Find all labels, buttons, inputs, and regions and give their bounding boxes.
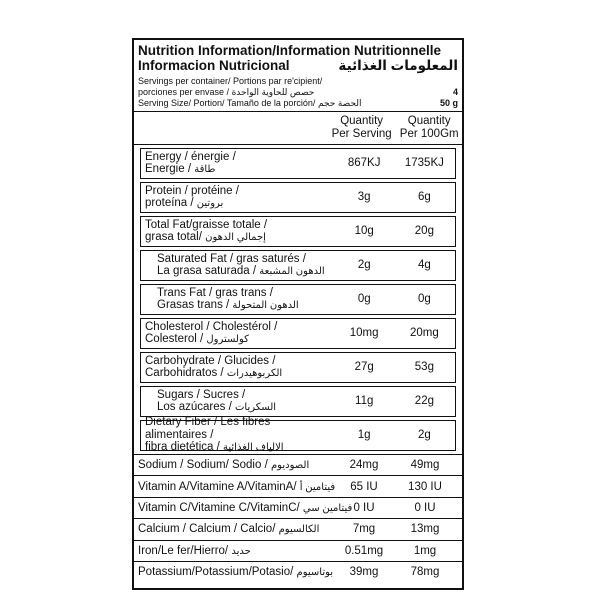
col-per-100-1: Quantity (407, 115, 451, 127)
nutrient-name-line1: Sugars / Sucres / (157, 388, 246, 401)
nutrient-name-text: Vitamin A/Vitamine A/VitaminA/ (138, 480, 297, 493)
nutrient-name-line1: Saturated Fat / gras saturés / (157, 252, 306, 265)
per-serving-value: 0g (357, 293, 371, 306)
nutrient-name (134, 459, 340, 471)
servings-info (134, 73, 462, 112)
per-100g-value: 78mg (410, 566, 440, 579)
nutrient-name-arabic: فيتامين أ (299, 481, 336, 493)
nutrient-row (140, 318, 456, 349)
servings-line2-es: porciones per envase / (138, 87, 230, 97)
nutrient-name-text: Iron/Le fer/Hierro/ (138, 544, 229, 557)
nutrient-name (141, 355, 335, 381)
nutrient-name (134, 501, 353, 514)
nutrient-name-arabic: الكربوهيدرات (226, 368, 283, 379)
per-serving-value: 7mg (352, 523, 376, 536)
per-serving-value: 11g (355, 395, 374, 408)
per-serving-value: 65 IU (350, 480, 378, 493)
nutrient-name-line1: Dietary Fiber / Les fibres alimentaires / (145, 416, 271, 441)
nutrient-name (134, 481, 340, 493)
nutrient-name-arabic: بوتاسيوم (296, 567, 334, 579)
nutrient-name (141, 185, 335, 211)
nutrient-name-arabic: الالياف الغذائية (223, 442, 284, 454)
serving-size-ar: الحصة حجم (317, 98, 362, 108)
per-100g-value: 49mg (410, 459, 440, 472)
nutrient-row (134, 455, 462, 476)
nutrient-name (141, 287, 335, 313)
per-100g-value: 1mg (413, 544, 437, 557)
nutrient-row (140, 416, 456, 454)
nutrient-name-line1: Protein / protéine / (145, 184, 239, 197)
per-serving-value: 10g (354, 225, 374, 238)
nutrient-row (134, 476, 462, 497)
nutrient-row (140, 352, 456, 383)
nutrient-name (141, 321, 335, 347)
nutrient-name (134, 566, 340, 578)
single-line-nutrients (134, 455, 462, 582)
serving-size-label: Serving Size/ Portion/ Tamaño de la porción/ (138, 98, 316, 108)
per-100g-value: 0 IU (414, 501, 436, 514)
nutrient-name-text: Calcium / Calcium / Calcio/ (138, 523, 276, 536)
nutrient-name (141, 151, 335, 177)
nutrient-row (140, 284, 456, 315)
nutrient-name-text: Sodium / Sodium/ Sodio / (138, 459, 268, 472)
nutrient-row (140, 250, 456, 281)
nutrient-name-line2: La grasa saturada / (157, 265, 257, 277)
nutrient-name (134, 545, 340, 557)
servings-line2-ar: حصص للحاوية الواحدة (231, 87, 315, 97)
nutrient-name-arabic: إجمالي الدهون (205, 232, 266, 243)
col-per-100-2: Per 100Gm (399, 128, 459, 140)
nutrient-name-line1: Trans Fat / gras trans / (157, 286, 273, 299)
per-100g-value: 20g (414, 225, 434, 238)
per-serving-value: 0 IU (353, 501, 375, 514)
nutrient-row (134, 562, 462, 582)
title-line2: Informacion Nutricional (138, 58, 290, 73)
nutrient-name-arabic: طاقة (194, 164, 216, 175)
nutrient-row (140, 386, 456, 417)
per-100g-value: 53g (414, 361, 434, 374)
per-serving-value: 39mg (349, 566, 379, 579)
nutrient-row (134, 541, 462, 562)
nutrient-name-arabic: الصوديوم (270, 460, 310, 472)
per-100g-value: 13mg (410, 523, 440, 536)
nutrient-row (140, 216, 456, 247)
nutrient-name (134, 523, 340, 535)
per-100g-value: 0g (418, 293, 431, 306)
nutrient-name-line2: proteína / (145, 197, 194, 209)
per-serving-value: 0.51mg (344, 544, 384, 557)
col-per-serving-1: Quantity (340, 115, 384, 127)
per-serving-value: 867KJ (347, 157, 381, 170)
nutrient-name-arabic: الكالسيوم (278, 524, 320, 536)
nutrient-name-arabic: فيتامين سي (302, 502, 353, 514)
nutrient-name (141, 416, 335, 455)
nutrient-name (141, 253, 335, 279)
column-header (134, 112, 462, 145)
nutrient-name-arabic: بروتين (196, 198, 224, 209)
nutrient-name (141, 389, 335, 415)
nutrition-label (132, 38, 464, 590)
per-100g-value: 4g (418, 259, 431, 272)
per-serving-value: 10mg (349, 327, 379, 340)
per-100g-value: 1735KJ (404, 157, 444, 170)
nutrient-name-line2: Carbohidratos / (145, 367, 224, 379)
per-serving-value: 1g (357, 429, 371, 442)
nutrient-name-line1: Energy / énergie / (145, 150, 236, 163)
nutrient-name-arabic: حديد (231, 545, 251, 557)
per-serving-value: 24mg (349, 459, 379, 472)
nutrient-name-line1: Total Fat/graisse totale / (145, 218, 268, 231)
col-per-serving-2: Per Serving (331, 128, 392, 140)
nutrient-name (141, 219, 335, 245)
nutrient-name-line2: Los azúcares / (157, 401, 232, 413)
per-100g-value: 20mg (409, 327, 439, 340)
nutrient-name-text: Potassium/Potassium/Potasio/ (138, 566, 294, 579)
nutrient-name-line2: Energie / (145, 163, 192, 175)
nutrient-row (134, 498, 462, 519)
title-line1: Nutrition Information/Information Nutritionnelle (138, 43, 441, 58)
nutrient-name-line1: Cholesterol / Cholestérol / (145, 320, 278, 333)
serving-size-value: 50 g (439, 98, 458, 108)
nutrient-name-line2: grasa total/ (145, 231, 202, 243)
nutrient-name-arabic: الدهون المتحولة (232, 300, 299, 311)
boxed-nutrients (134, 145, 462, 455)
label-title (134, 40, 462, 73)
per-100g-value: 130 IU (408, 480, 442, 493)
per-100g-value: 2g (417, 429, 431, 442)
servings-line1: Servings per container/ Portions par re'cipient/ (138, 76, 323, 86)
nutrient-row (134, 519, 462, 540)
nutrient-name-line1: Carbohydrate / Glucides / (145, 354, 276, 367)
nutrient-name-line2: fibra dietética / (145, 441, 220, 454)
per-serving-value: 27g (354, 361, 374, 374)
nutrient-row (140, 182, 456, 213)
nutrient-name-line2: Colesterol / (145, 333, 204, 345)
per-serving-value: 3g (357, 191, 371, 204)
title-arabic: المعلومات الغذائية (338, 58, 458, 73)
servings-count: 4 (452, 87, 458, 97)
per-100g-value: 22g (414, 395, 434, 408)
nutrient-row (140, 148, 456, 179)
nutrient-name-arabic: السكريات (235, 402, 277, 413)
per-100g-value: 6g (417, 191, 431, 204)
nutrient-name-line2: Grasas trans / (157, 299, 230, 311)
nutrient-name-arabic: كولسترول (206, 334, 249, 345)
nutrient-name-arabic: الدهون المشبعة (259, 266, 325, 277)
per-serving-value: 2g (357, 259, 371, 272)
nutrient-name-text: Vitamin C/Vitamine C/VitaminC/ (138, 501, 300, 514)
